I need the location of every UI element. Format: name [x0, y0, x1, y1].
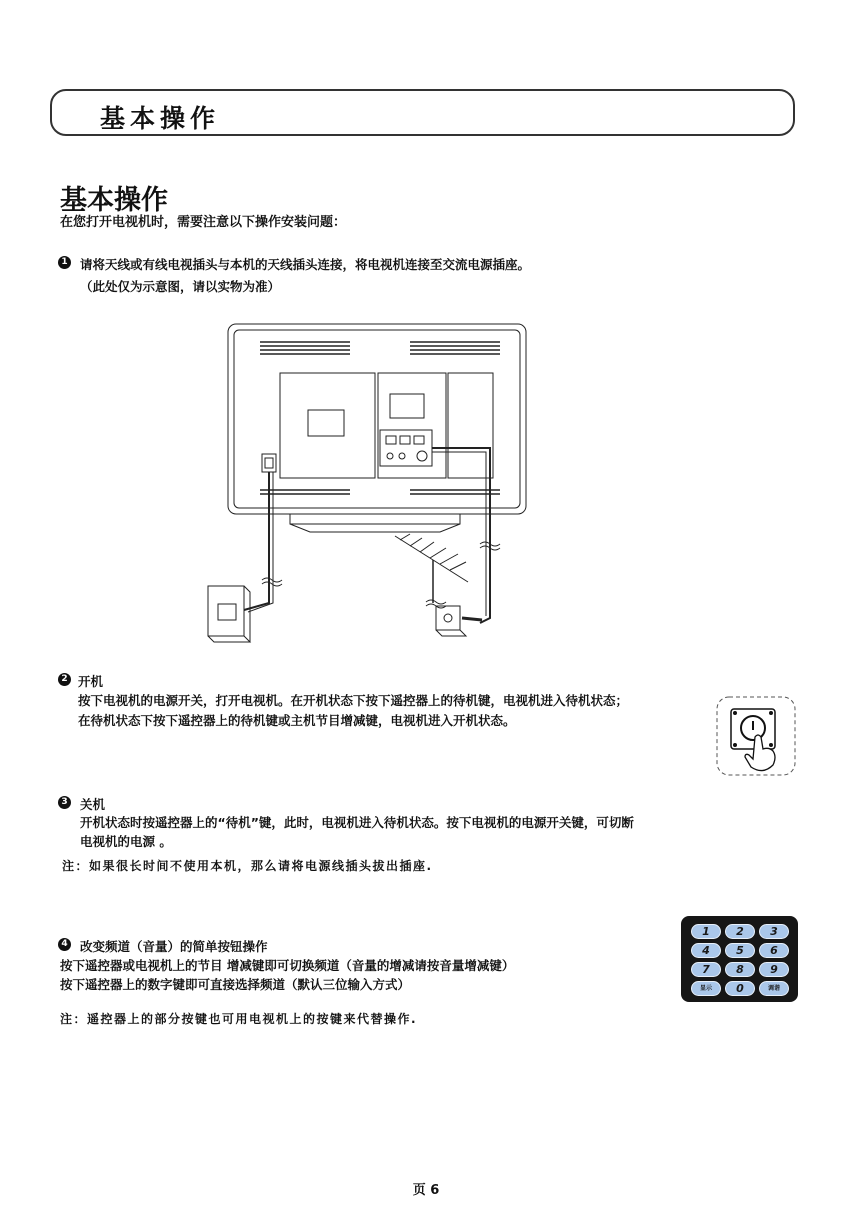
step3-line1: 开机状态时按遥控器上的“待机”键，此时，电视机进入待机状态。按下电视机的电源开关键，可切断	[80, 815, 634, 830]
step3-line2: 电视机的电源 。	[80, 834, 172, 849]
remote-key-8: 8	[725, 962, 755, 977]
header-title: 基本操作	[100, 104, 221, 133]
step2-title: 开机	[78, 674, 104, 689]
step3-bullet: 3	[58, 796, 71, 809]
remote-key-3: 3	[759, 924, 789, 939]
power-button-icon	[715, 695, 797, 777]
remote-key-6: 6	[759, 943, 789, 958]
page-number: 页 6	[412, 1183, 440, 1198]
step1-text: 请将天线或有线电视插头与本机的天线插头连接，将电视机连接至交流电源插座。	[80, 257, 531, 272]
tv-connection-diagram	[200, 318, 540, 648]
remote-keypad	[681, 916, 798, 1002]
section-header-banner	[50, 89, 795, 136]
step4-title: 改变频道（音量）的简单按钮操作	[80, 939, 268, 954]
step2-bullet: 2	[58, 673, 71, 686]
step1-bullet: 1	[58, 256, 71, 269]
remote-key-4: 4	[691, 943, 721, 958]
remote-key-1: 1	[691, 924, 721, 939]
remote-key-9: 9	[759, 962, 789, 977]
step1-note: （此处仅为示意图，请以实物为准）	[80, 279, 281, 294]
remote-key-7: 7	[691, 962, 721, 977]
section-intro: 在您打开电视机时，需要注意以下操作安装问题：	[60, 215, 347, 230]
step4-bullet: 4	[58, 938, 71, 951]
step2-line2: 在待机状态下按下遥控器上的待机键或主机节目增减键，电视机进入开机状态。	[78, 713, 516, 728]
step4-line2: 按下遥控器上的数字键即可直接选择频道（默认三位输入方式）	[60, 977, 411, 992]
step4-line1: 按下遥控器或电视机上的节目 增减键即可切换频道（音量的增减请按音量增减键）	[60, 958, 515, 973]
step4-note: 注：遥控器上的部分按键也可用电视机上的按键来代替操作.	[60, 1012, 418, 1026]
remote-key-display: 显示	[691, 981, 721, 996]
step3-title: 关机	[80, 797, 106, 812]
remote-key-2: 2	[725, 924, 755, 939]
section-title: 基本操作	[60, 185, 168, 216]
remote-key-5: 5	[725, 943, 755, 958]
remote-key-0: 0	[725, 981, 755, 996]
step3-note: 注：如果很长时间不使用本机，那么请将电源线插头拔出插座.	[62, 859, 433, 873]
step2-line1: 按下电视机的电源开关，打开电视机。在开机状态下按下遥控器上的待机键，电视机进入待机状态；	[78, 693, 629, 708]
remote-key-tune: 调谐	[759, 981, 789, 996]
